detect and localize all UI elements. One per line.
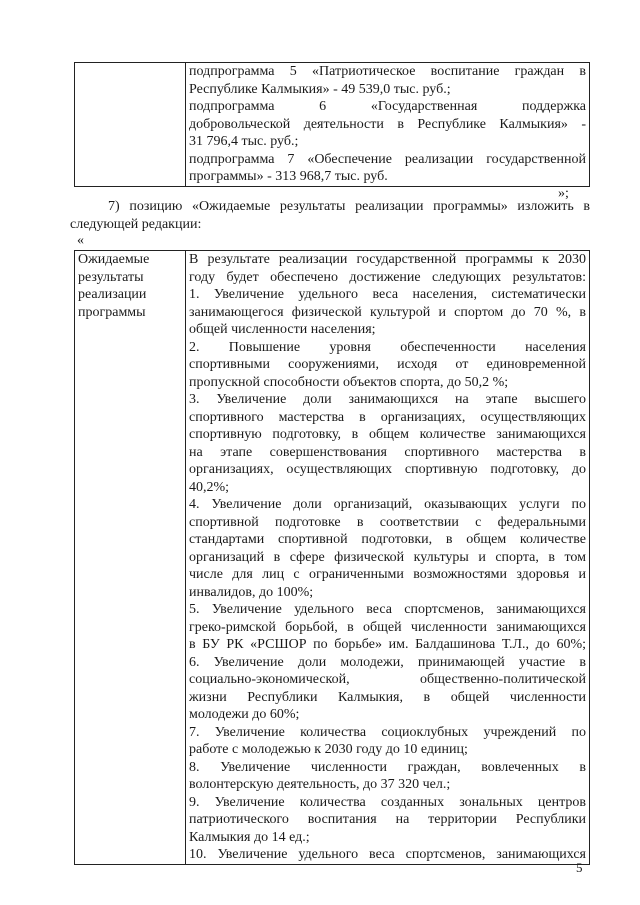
- item-7-line-1: 7) позицию «Ожидаемые результаты реализации программы» изложить в: [108, 199, 590, 214]
- label-line: реализации: [78, 287, 147, 302]
- text-line: спортивной подготовке в соответствии с федеральными: [189, 514, 586, 530]
- text-line: общей численности населения;: [189, 322, 376, 337]
- text-line: работе с молодежью к 2030 году до 10 единиц;: [189, 742, 468, 757]
- funding-content-cell: [186, 63, 590, 187]
- text-line: спортивную подготовку, в общем количестве занимающихся: [189, 427, 586, 442]
- expected-results-label-cell: [75, 251, 186, 865]
- text-line: организациях, осуществляющих спортивную подготовку, до: [189, 462, 586, 477]
- text-line: 2. Повышение уровня обеспеченности населения: [189, 339, 586, 355]
- text-line: 8. Увеличение численности граждан, вовлеченных в: [189, 759, 586, 775]
- text-line: инвалидов, до 100%;: [189, 584, 314, 600]
- text-line: 5. Увеличение удельного веса спортсменов, занимающихся: [189, 602, 586, 617]
- item-7-paragraph: [70, 198, 590, 233]
- expected-results-content-cell: [186, 251, 590, 865]
- expected-results-table: [74, 250, 590, 865]
- text-line: 3. Увеличение доли занимающихся на этапе высшего: [189, 392, 586, 407]
- text-line: 10. Увеличение удельного веса спортсменов, занимающихся: [189, 847, 586, 862]
- label-line: программы: [78, 304, 146, 320]
- text-line: жизни Республики Калмыкия, в общей численности: [189, 689, 586, 705]
- label-line: результаты: [78, 269, 144, 285]
- text-line: 7. Увеличение количества социоклубных учреждений по: [189, 724, 586, 740]
- empty-label-cell: [75, 63, 186, 187]
- text-line: числе для лиц с ограниченными возможностями здоровья и: [189, 567, 586, 582]
- text-line: году будет обеспечено достижение следующих результатов:: [189, 269, 586, 285]
- text-line: социально-экономической, общественно-политической: [189, 672, 586, 687]
- text-line: подпрограмма 7 «Обеспечение реализации государственной: [189, 151, 586, 167]
- text-line: патриотического воспитания на территории Республики: [189, 812, 586, 827]
- text-line: В результате реализации государственной программы к 2030: [189, 252, 586, 267]
- text-line: 1. Увеличение удельного веса населения, систематически: [189, 287, 586, 302]
- text-line: волонтерскую деятельность, до 37 320 чел.;: [189, 777, 451, 792]
- text-line: 40,2%;: [189, 479, 230, 495]
- text-line: добровольческой деятельности в Республике Калмыкия» -: [189, 116, 586, 132]
- text-line: подпрограмма 5 «Патриотическое воспитание граждан в: [189, 64, 586, 79]
- text-line: молодежи до 60%;: [189, 707, 300, 722]
- label-line: Ожидаемые: [78, 252, 150, 267]
- text-line: спортивными сооружениями, исходя от единовременной: [189, 357, 586, 372]
- text-line: на этапе совершенствования спортивного мастерства в: [189, 444, 586, 460]
- funding-table: [74, 62, 590, 187]
- text-line: греко-римской борьбой, в общей численности занимающихся: [189, 619, 586, 635]
- text-line: Республике Калмыкия» - 49 539,0 тыс. руб.;: [189, 81, 451, 97]
- item-7-line-2: следующей редакции:: [70, 216, 202, 232]
- table-row: [75, 63, 590, 187]
- text-line: в БУ РК «РСШОР по борьбе» им. Балдашинова Т.Л., до 60%;: [189, 637, 586, 652]
- text-line: стандартами спортивной подготовки, в общем количестве: [189, 532, 586, 547]
- text-line: спортивного мастерства в организациях, осуществляющих: [189, 409, 586, 425]
- page-number: 5: [576, 860, 583, 875]
- opening-quote: «: [77, 233, 84, 248]
- text-line: организаций в сфере физической культуры и спорта, в том: [189, 549, 586, 565]
- text-line: подпрограмма 6 «Государственная поддержка: [189, 99, 586, 114]
- text-line: пропускной способности объектов спорта, до 50,2 %;: [189, 374, 509, 390]
- text-line: 31 796,4 тыс. руб.;: [189, 134, 299, 149]
- text-line: 6. Увеличение доли молодежи, принимающей участие в: [189, 654, 586, 670]
- text-line: Калмыкия до 14 ед.;: [189, 829, 310, 845]
- text-line: 9. Увеличение количества созданных зональных центров: [189, 794, 586, 810]
- text-line: программы» - 313 968,7 тыс. руб.: [189, 169, 388, 184]
- closing-quote: »;: [558, 186, 569, 201]
- text-line: 4. Увеличение доли организаций, оказывающих услуги по: [189, 497, 586, 512]
- table-row: [75, 251, 590, 865]
- text-line: занимающегося физической культурой и спортом до 70 %, в: [189, 304, 586, 320]
